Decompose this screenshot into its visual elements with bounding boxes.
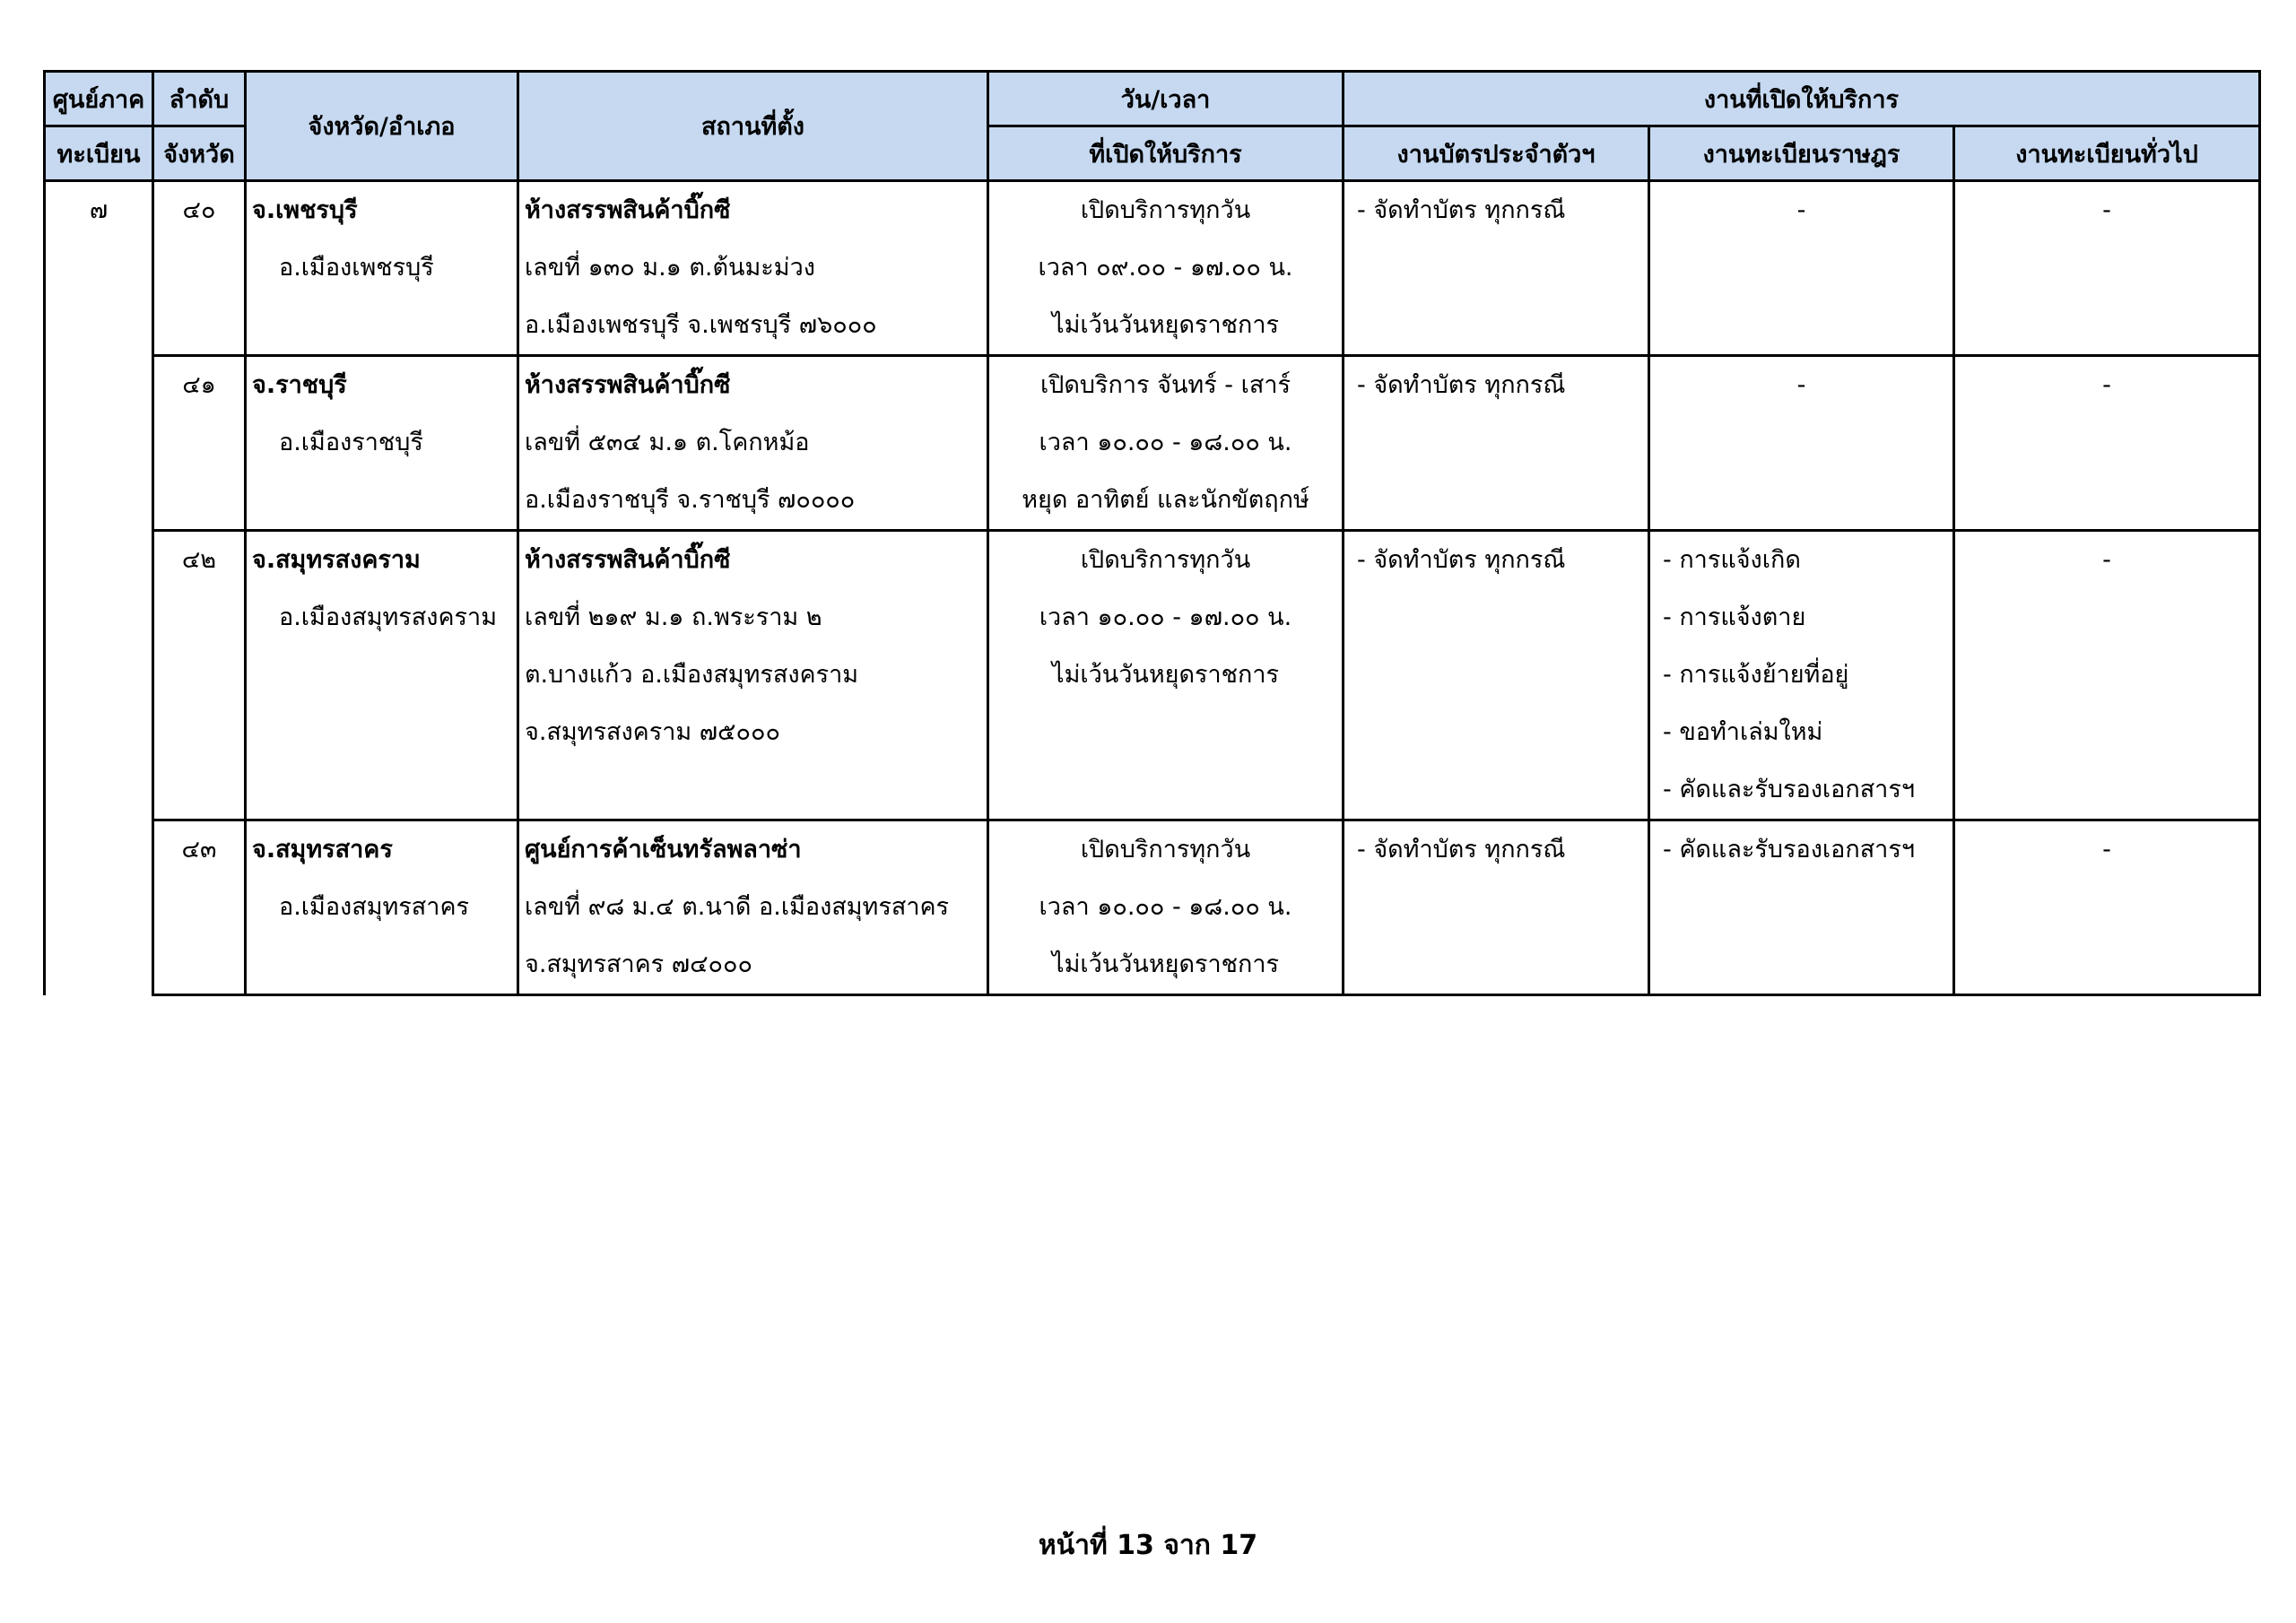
time-cell-line: หยุด อาทิตย์ และนักขัตฤกษ์ <box>1022 486 1309 514</box>
order-cell-line: ๔๑ <box>182 371 216 399</box>
province-name: จ.สมุทรสงคราม <box>252 546 421 574</box>
table-row <box>45 531 2260 820</box>
header-region-line2: ทะเบียน <box>45 126 153 181</box>
district-name: อ.เมืองสมุทรสงคราม <box>279 603 497 631</box>
time-cell-line: เปิดบริการทุกวัน <box>1080 546 1251 574</box>
location-cell <box>518 356 988 531</box>
general-service-cell <box>1954 181 2260 356</box>
card-service-cell-line: - จัดทำบัตร ทุกกรณี <box>1357 371 1566 399</box>
time-cell-line: เวลา ๐๙.๐๐ - ๑๗.๐๐ น. <box>1038 254 1293 282</box>
province-cell <box>246 356 518 531</box>
location-cell-line: ห้างสรรพสินค้าบิ๊กซี <box>525 371 731 399</box>
civil-service-cell <box>1649 181 1954 356</box>
civil-service-cell-line: - การแจ้งเกิด <box>1663 546 1801 574</box>
civil-service-cell <box>1649 356 1954 531</box>
time-cell-line: ไม่เว้นวันหยุดราชการ <box>1052 311 1279 339</box>
header-time-line1: วัน/เวลา <box>988 72 1344 126</box>
header-services: งานที่เปิดให้บริการ <box>1344 72 2260 126</box>
civil-service-cell-line: - การแจ้งย้ายที่อยู่ <box>1663 661 1849 689</box>
general-service-cell <box>1954 531 2260 820</box>
time-cell-line: เปิดบริการทุกวัน <box>1080 196 1251 224</box>
table-row <box>45 356 2260 531</box>
location-cell-line: เลขที่ ๙๘ ม.๔ ต.นาดี อ.เมืองสมุทรสาคร <box>525 893 950 921</box>
table-row <box>45 820 2260 995</box>
header-service-civil: งานทะเบียนราษฎร <box>1649 126 1954 181</box>
header-service-general: งานทะเบียนทั่วไป <box>1954 126 2260 181</box>
district-name: อ.เมืองราชบุรี <box>279 429 423 456</box>
card-service-cell-line: - จัดทำบัตร ทุกกรณี <box>1357 836 1566 864</box>
civil-service-cell-line: - การแจ้งตาย <box>1663 603 1806 631</box>
location-cell-line: ห้างสรรพสินค้าบิ๊กซี <box>525 196 731 224</box>
location-cell-line: เลขที่ ๑๓๐ ม.๑ ต.ต้นมะม่วง <box>525 254 815 282</box>
order-cell <box>153 531 246 820</box>
order-cell <box>153 820 246 995</box>
header-order-line2: จังหวัด <box>153 126 246 181</box>
table-row <box>45 181 2260 356</box>
time-cell-line: ไม่เว้นวันหยุดราชการ <box>1052 661 1279 689</box>
time-cell-line: เวลา ๑๐.๐๐ - ๑๘.๐๐ น. <box>1039 893 1292 921</box>
order-cell-line: ๔๒ <box>181 546 217 574</box>
civil-service-cell <box>1649 820 1954 995</box>
card-service-cell-line: - จัดทำบัตร ทุกกรณี <box>1357 196 1566 224</box>
header-service-card: งานบัตรประจำตัวฯ <box>1344 126 1649 181</box>
location-cell-line: จ.สมุทรสงคราม ๗๕๐๐๐ <box>525 718 780 746</box>
general-service-cell-line: - <box>2102 546 2111 574</box>
card-service-cell <box>1344 820 1649 995</box>
header-time-line2: ที่เปิดให้บริการ <box>988 126 1344 181</box>
page-number-footer: หน้าที่ 13 จาก 17 <box>1038 1530 1258 1561</box>
location-cell <box>518 531 988 820</box>
order-cell-line: ๔๐ <box>182 196 216 224</box>
location-cell-line: เลขที่ ๒๑๙ ม.๑ ถ.พระราม ๒ <box>525 603 822 631</box>
general-service-cell-line: - <box>2102 196 2111 224</box>
header-province: จังหวัด/อำเภอ <box>246 72 518 181</box>
location-cell-line: เลขที่ ๕๓๔ ม.๑ ต.โคกหม้อ <box>525 429 810 456</box>
general-service-cell-line: - <box>2102 371 2111 399</box>
time-cell-line: เปิดบริการ จันทร์ - เสาร์ <box>1040 371 1291 399</box>
card-service-cell <box>1344 181 1649 356</box>
civil-service-cell-line: - คัดและรับรองเอกสารฯ <box>1663 836 1916 864</box>
civil-service-cell <box>1649 531 1954 820</box>
province-cell <box>246 820 518 995</box>
general-service-cell-line: - <box>2102 836 2111 864</box>
civil-service-cell-line: - คัดและรับรองเอกสารฯ <box>1663 776 1916 803</box>
time-cell-line: เวลา ๑๐.๐๐ - ๑๘.๐๐ น. <box>1039 429 1292 456</box>
civil-service-cell-line: - <box>1796 371 1806 399</box>
district-name: อ.เมืองเพชรบุรี <box>279 254 434 282</box>
location-cell-line: จ.สมุทรสาคร ๗๔๐๐๐ <box>525 950 752 978</box>
card-service-cell <box>1344 531 1649 820</box>
time-cell <box>988 531 1344 820</box>
header-region-line1: ศูนย์ภาค <box>45 72 153 126</box>
location-cell <box>518 181 988 356</box>
order-cell <box>153 356 246 531</box>
time-cell <box>988 356 1344 531</box>
header-order-line1: ลำดับ <box>153 72 246 126</box>
general-service-cell <box>1954 820 2260 995</box>
time-cell-line: เวลา ๑๐.๐๐ - ๑๗.๐๐ น. <box>1039 603 1292 631</box>
province-name: จ.ราชบุรี <box>252 371 347 399</box>
civil-service-cell-line: - <box>1796 196 1806 224</box>
card-service-cell <box>1344 356 1649 531</box>
card-service-cell-line: - จัดทำบัตร ทุกกรณี <box>1357 546 1566 574</box>
order-cell-line: ๔๓ <box>181 836 217 864</box>
time-cell <box>988 181 1344 356</box>
location-cell-line: ศูนย์การค้าเซ็นทรัลพลาซ่า <box>525 836 802 864</box>
province-name: จ.เพชรบุรี <box>252 196 358 224</box>
time-cell-line: ไม่เว้นวันหยุดราชการ <box>1052 950 1279 978</box>
general-service-cell <box>1954 356 2260 531</box>
district-name: อ.เมืองสมุทรสาคร <box>279 893 470 921</box>
service-locations-table <box>43 70 2261 996</box>
order-cell <box>153 181 246 356</box>
region-cell-line: ๗ <box>89 196 109 224</box>
location-cell-line: อ.เมืองราชบุรี จ.ราชบุรี ๗๐๐๐๐ <box>525 486 856 514</box>
time-cell <box>988 820 1344 995</box>
location-cell <box>518 820 988 995</box>
province-cell <box>246 531 518 820</box>
province-cell <box>246 181 518 356</box>
location-cell-line: ต.บางแก้ว อ.เมืองสมุทรสงคราม <box>525 661 859 689</box>
header-location: สถานที่ตั้ง <box>518 72 988 181</box>
province-name: จ.สมุทรสาคร <box>252 836 393 864</box>
time-cell-line: เปิดบริการทุกวัน <box>1080 836 1251 864</box>
civil-service-cell-line: - ขอทำเล่มใหม่ <box>1663 718 1823 746</box>
location-cell-line: ห้างสรรพสินค้าบิ๊กซี <box>525 546 731 574</box>
region-cell <box>45 181 153 995</box>
location-cell-line: อ.เมืองเพชรบุรี จ.เพชรบุรี ๗๖๐๐๐ <box>525 311 877 339</box>
